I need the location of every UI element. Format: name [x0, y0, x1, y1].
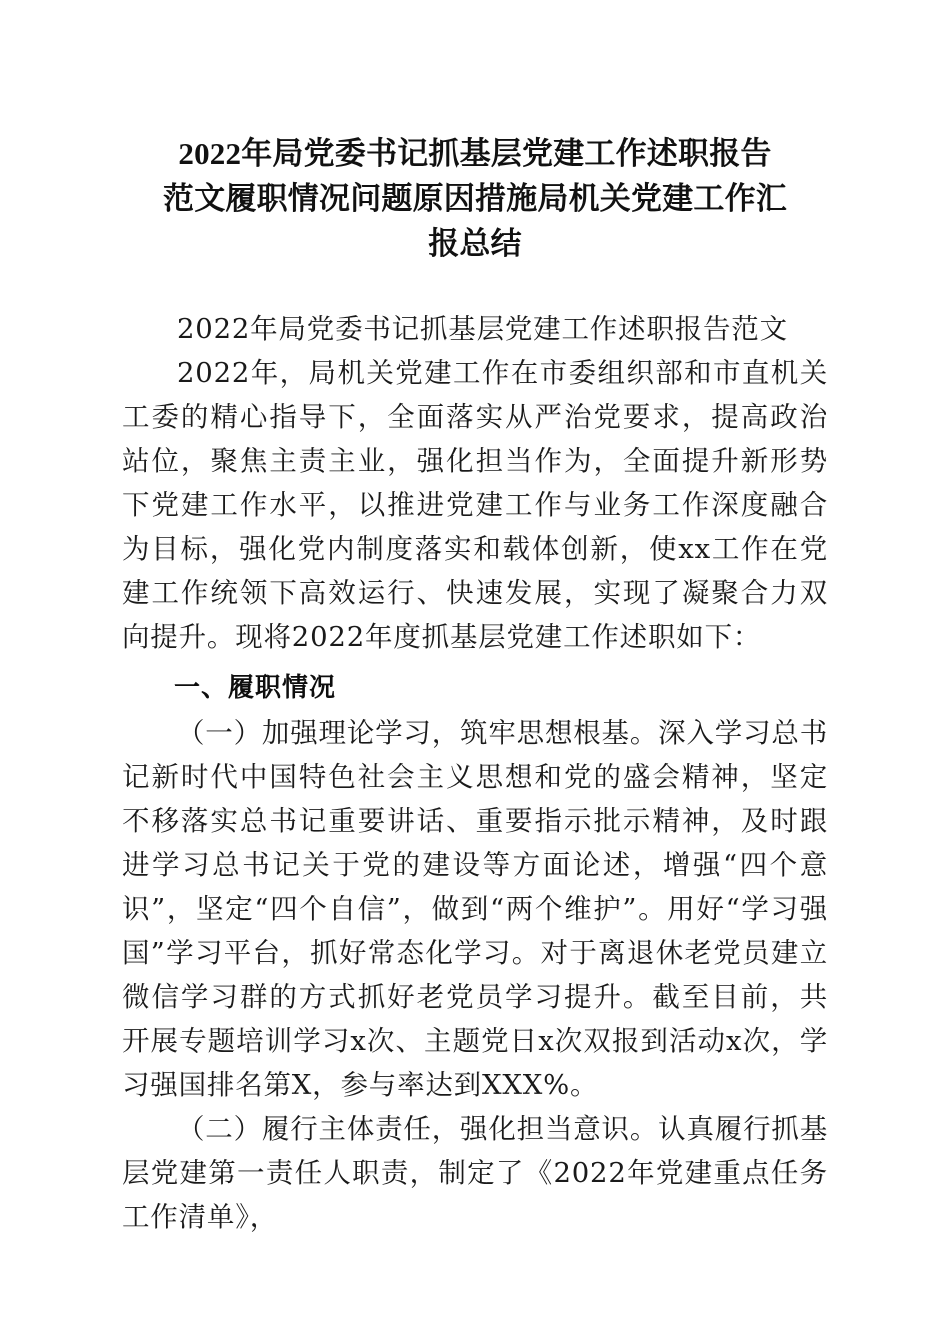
paragraph-item-two: （二）履行主体责任，强化担当意识。认真履行抓基层党建第一责任人职责，制定了《2022年党建重点任务工作清单》，	[122, 1113, 828, 1233]
document-content	[122, 0, 828, 1239]
title-line-3: 报总结	[428, 226, 522, 261]
lead-line: 2022年局党委书记抓基层党建工作述职报告范文	[177, 313, 788, 345]
intro-paragraph: 2022年，局机关党建工作在市委组织部和市直机关工委的精心指导下，全面落实从严治党要求，提高政治站位，聚焦主责主业，强化担当作为，全面提升新形势下党建工作水平，以推进党建工作与业务工作深度融合为目标，强化党内制度落实和载体创新，使xx工作在党建工作统领下高效运行、快速发展，实现了凝聚合力双向提升。现将2022年度抓基层党建工作述职如下：	[122, 357, 828, 653]
page-title	[122, 0, 828, 266]
title-line-2: 范文履职情况问题原因措施局机关党建工作汇	[163, 181, 787, 216]
paragraph-item-one: （一）加强理论学习，筑牢思想根基。深入学习总书记新时代中国特色社会主义思想和党的盛会精神，坚定不移落实总书记重要讲话、重要指示批示精神，及时跟进学习总书记关于党的建设等方面论述，增强“四个意识”，坚定“四个自信”，做到“两个维护”。用好“学习强国”学习平台，抓好常态化学习。对于离退休老党员建立微信学习群的方式抓好老党员学习提升。截至目前，共开展专题培训学习x次、主题党日x次双报到活动x次，学习强国排名第X，参与率达到XXX%。	[122, 717, 828, 1101]
title-line-1: 2022年局党委书记抓基层党建工作述职报告	[178, 136, 772, 171]
section-heading-one: 一、履职情况	[174, 672, 337, 702]
